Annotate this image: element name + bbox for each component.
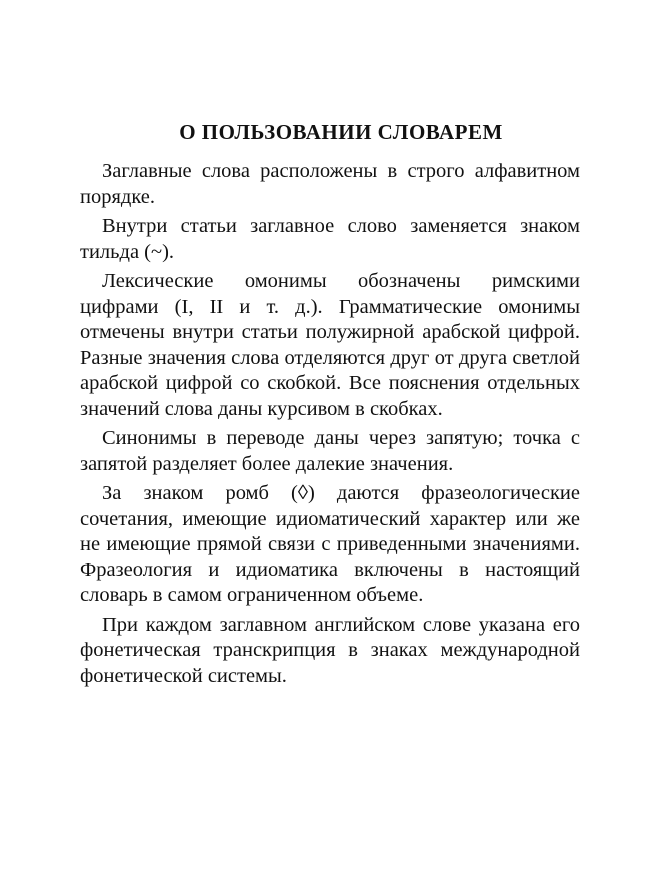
page-title: О ПОЛЬЗОВАНИИ СЛОВАРЕМ: [179, 120, 503, 144]
paragraph-transcription: При каждом заглавном английском слове указана его фонетическая транскрипция в знаках международной фонетической системы.: [80, 613, 580, 687]
paragraph-phraseology: За знаком ромб (◊) даются фразеологические сочетания, имеющие идиоматический характер или же не имеющие прямой связи с приведенными значениями. Фразеология и идиоматика включены в настоящий словарь в самом ограниченном объеме.: [80, 482, 580, 606]
paragraph-alphabetical-order: Заглавные слова расположены в строго алфавитном порядке.: [80, 160, 580, 208]
paragraph-synonyms: Синонимы в переводе даны через запятую; точка с запятой разделяет более далекие значения.: [80, 427, 580, 475]
paragraph-tilde: Внутри статьи заглавное слово заменяется знаком тильда (~).: [80, 215, 580, 263]
paragraph-homonyms: Лексические омонимы обозначены римскими цифрами (I, II и т. д.). Грамматические омонимы отмечены внутри статьи полужирной арабской цифрой. Разные значения слова отделяются друг от друга светлой арабской цифрой со скобкой. Все пояснения отдельных значений слова даны курсивом в скобках.: [80, 270, 580, 420]
document-page: [80, 120, 580, 693]
